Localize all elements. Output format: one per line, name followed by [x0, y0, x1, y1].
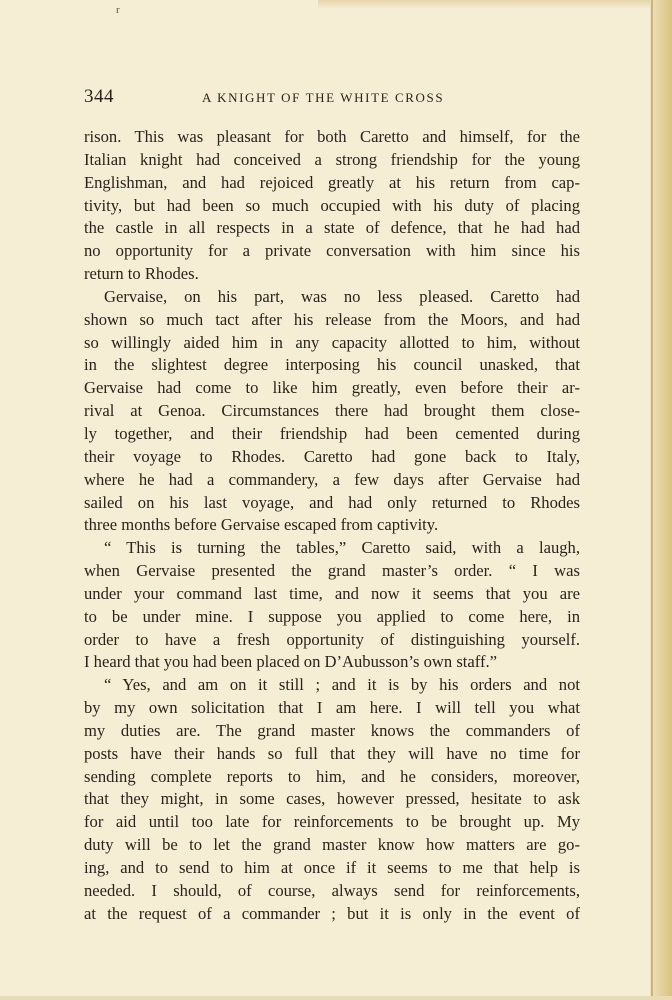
- text-line: “ This is turning the tables,” Caretto said, with a laugh,: [104, 538, 580, 558]
- text-line: shown so much tact after his release from the Moors, and had: [84, 309, 580, 329]
- text-line: where he had a commandery, a few days after Gervaise had: [84, 469, 580, 489]
- text-line: tivity, but had been so much occupied with his duty of placing: [84, 195, 580, 215]
- text-line: the castle in all respects in a state of defence, that he had had: [84, 218, 580, 238]
- text-line: under your command last time, and now it seems that you are: [84, 583, 580, 603]
- text-line: Gervaise, on his part, was no less pleased. Caretto had: [104, 286, 580, 306]
- text-line: posts have their hands so full that they will have no time for: [84, 743, 580, 763]
- page-bottom-edge: [0, 996, 672, 1000]
- running-head: [84, 86, 580, 112]
- text-line: “ Yes, and am on it still ; and it is by his orders and not: [104, 675, 580, 695]
- text-line: by my own solicitation that I am here. I will tell you what: [84, 698, 580, 718]
- text-line: needed. I should, of course, always send for reinforcements,: [84, 880, 580, 900]
- text-line: three months before Gervaise escaped from captivity.: [84, 515, 439, 535]
- text-line: Gervaise had come to like him greatly, even before their ar-: [84, 378, 580, 398]
- running-title: A KNIGHT OF THE WHITE CROSS: [202, 90, 445, 105]
- text-line: no opportunity for a private conversation with him since his: [84, 241, 580, 261]
- page-top-edge: [318, 0, 672, 8]
- text-line: rival at Genoa. Circumstances there had brought them close-: [84, 401, 580, 421]
- text-line: when Gervaise presented the grand master’s order. “ I was: [84, 561, 580, 581]
- page-right-edge: [650, 0, 672, 1000]
- page-number: 344: [84, 86, 114, 107]
- text-line: Italian knight had conceived a strong friendship for the young: [84, 149, 580, 169]
- text-line: to be under mine. I suppose you applied to come here, in: [84, 606, 580, 626]
- corner-mark: r: [116, 4, 120, 16]
- text-line: return to Rhodes.: [84, 264, 199, 284]
- text-line: rison. This was pleasant for both Caretto and himself, for the: [84, 127, 580, 146]
- text-line: Englishman, and had rejoiced greatly at his return from cap-: [84, 172, 580, 192]
- text-line: for aid until too late for reinforcements to be brought up. My: [84, 812, 580, 832]
- text-line: ing, and to send to him at once if it seems to me that help is: [84, 858, 580, 877]
- text-line: so willingly aided him in any capacity allotted to him, without: [84, 332, 580, 352]
- text-line: sailed on his last voyage, and had only returned to Rhodes: [84, 492, 580, 512]
- text-line: sending complete reports to him, and he considers, moreover,: [84, 766, 580, 786]
- text-line: order to have a fresh opportunity of distinguishing yourself.: [84, 629, 580, 649]
- text-line: in the slightest degree interposing his council unasked, that: [84, 355, 580, 375]
- text-line: I heard that you had been placed on D’Aubusson’s own staff.”: [84, 652, 498, 672]
- text-line: duty will be to let the grand master know how matters are go-: [84, 835, 580, 855]
- text-line: ly together, and their friendship had been cemented during: [84, 423, 580, 443]
- page-fold-line: [651, 0, 653, 1000]
- text-line: their voyage to Rhodes. Caretto had gone back to Italy,: [84, 446, 580, 466]
- text-line: at the request of a commander ; but it is only in the event of: [84, 903, 580, 923]
- text-line: my duties are. The grand master knows the commanders of: [84, 720, 580, 740]
- text-line: that they might, in some cases, however pressed, hesitate to ask: [84, 789, 580, 809]
- body-text: [84, 126, 580, 926]
